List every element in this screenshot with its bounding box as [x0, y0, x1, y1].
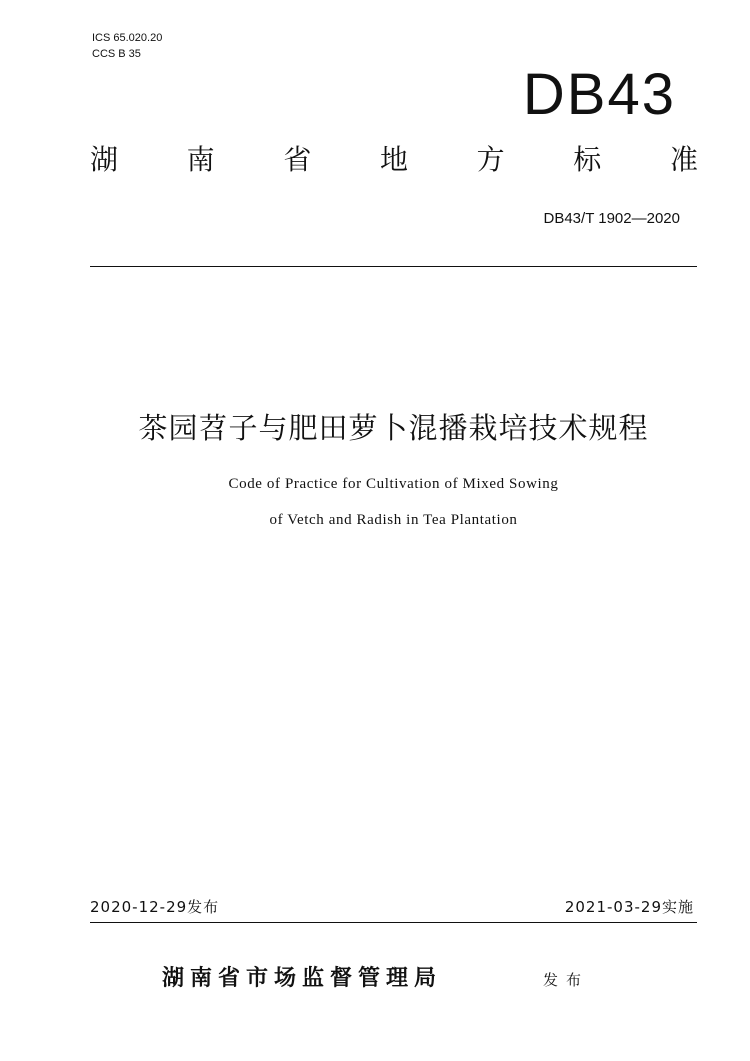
footer-divider	[90, 922, 697, 923]
title-english-line-2: of Vetch and Radish in Tea Plantation	[269, 512, 518, 528]
standard-type-char: 地	[379, 143, 408, 176]
standard-type-char: 准	[669, 143, 698, 176]
classification-codes	[92, 30, 162, 62]
standard-type-char: 标	[573, 143, 602, 176]
release-date: 2020-12-29发布	[90, 898, 220, 916]
issuing-authority: 湖南省市场监督管理局	[162, 966, 443, 991]
header-divider	[90, 266, 697, 267]
ccs-code: CCS B 35	[92, 48, 141, 60]
title-chinese: 茶园苕子与肥田萝卜混播栽培技术规程	[138, 411, 649, 445]
title-english-line-1: Code of Practice for Cultivation of Mixed Sowing	[228, 476, 559, 492]
implementation-date: 2021-03-29实施	[564, 898, 694, 916]
standard-number: DB43/T 1902—2020	[543, 210, 680, 227]
db-code: DB43	[522, 62, 676, 127]
standard-type-char: 湖	[90, 143, 119, 176]
standard-type-char: 省	[283, 143, 312, 176]
standard-type-char: 方	[476, 143, 505, 176]
standard-type-char: 南	[186, 143, 215, 176]
issue-action: 发布	[543, 971, 590, 989]
standard-type	[90, 140, 698, 180]
ics-code: ICS 65.020.20	[92, 32, 163, 44]
